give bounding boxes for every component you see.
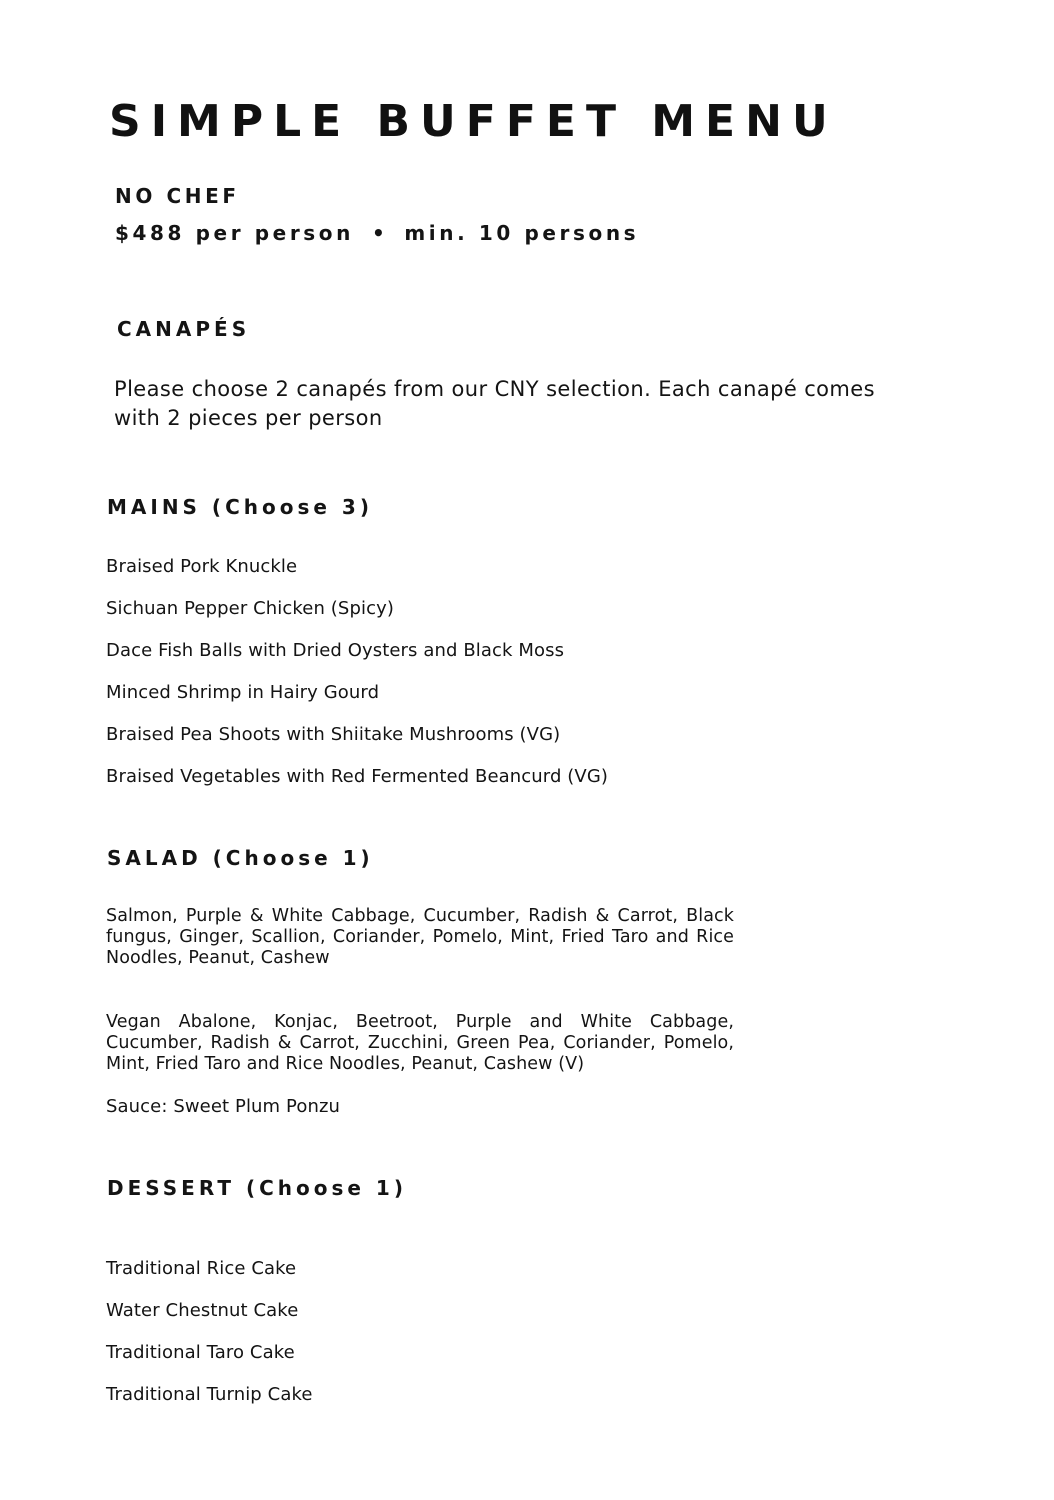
price-line bbox=[115, 220, 639, 246]
list-item: Minced Shrimp in Hairy Gourd bbox=[106, 682, 380, 703]
list-item: Water Chestnut Cake bbox=[106, 1300, 299, 1321]
list-item: Braised Vegetables with Red Fermented Beancurd (VG) bbox=[106, 766, 609, 787]
salad-heading: SALAD (Choose 1) bbox=[107, 846, 374, 870]
list-item: Traditional Taro Cake bbox=[106, 1342, 295, 1363]
bullet-separator: • bbox=[371, 221, 389, 245]
list-item: Traditional Turnip Cake bbox=[106, 1384, 313, 1405]
price-per-person: $488 per person bbox=[115, 221, 354, 245]
mains-heading: MAINS (Choose 3) bbox=[107, 495, 373, 519]
salad-sauce: Sauce: Sweet Plum Ponzu bbox=[106, 1096, 341, 1117]
menu-title: SIMPLE BUFFET MENU bbox=[109, 96, 838, 147]
salad-option-vegan: Vegan Abalone, Konjac, Beetroot, Purple and White Cabbage, Cucumber, Radish & Carrot, Zucchini, Green Pea, Coriander, Pomelo, Mint, Fried Taro and Rice Noodles, Peanut, Cashew (V) bbox=[106, 1012, 734, 1074]
mains-list bbox=[106, 555, 608, 807]
list-item: Dace Fish Balls with Dried Oysters and Black Moss bbox=[106, 640, 565, 661]
dessert-heading: DESSERT (Choose 1) bbox=[107, 1176, 407, 1200]
list-item: Sichuan Pepper Chicken (Spicy) bbox=[106, 598, 394, 619]
list-item: Traditional Rice Cake bbox=[106, 1258, 297, 1279]
service-type: NO CHEF bbox=[115, 184, 240, 208]
canapes-heading: CANAPÉS bbox=[117, 317, 251, 341]
list-item: Braised Pork Knuckle bbox=[106, 556, 298, 577]
canapes-description: Please choose 2 canapés from our CNY selection. Each canapé comes with 2 pieces per person bbox=[114, 377, 875, 430]
list-item: Braised Pea Shoots with Shiitake Mushrooms (VG) bbox=[106, 724, 561, 745]
salad-option-salmon: Salmon, Purple & White Cabbage, Cucumber, Radish & Carrot, Black fungus, Ginger, Scallion, Coriander, Pomelo, Mint, Fried Taro and Rice Noodles, Peanut, Cashew bbox=[106, 906, 734, 968]
dessert-list bbox=[106, 1257, 313, 1425]
minimum-persons: min. 10 persons bbox=[404, 221, 640, 245]
